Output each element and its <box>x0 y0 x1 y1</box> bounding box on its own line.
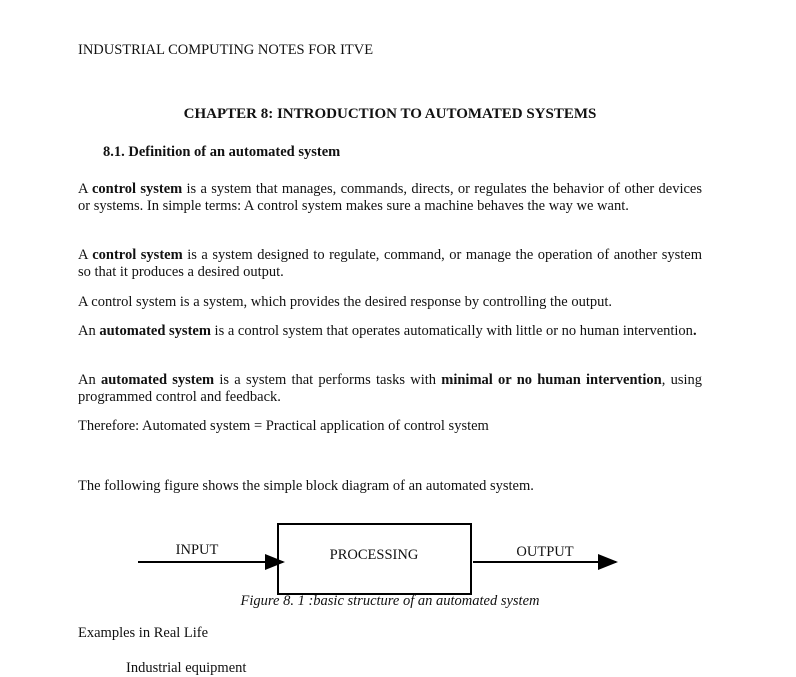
input-label: INPUT <box>175 542 219 558</box>
figure-caption: Figure 8. 1 :basic structure of an automated system <box>240 593 540 609</box>
text-run: An <box>78 372 101 388</box>
paragraph-figure-intro: The following figure shows the simple block diagram of an automated system. <box>78 478 534 494</box>
text-run: is a system that manages, commands, directs, or regulates the behavior of other devices or systems. In simple terms: A control system makes sure a machine behaves the way we want. <box>78 181 702 214</box>
text-run: A <box>78 247 93 263</box>
paragraph-therefore: Therefore: Automated system = Practical application of control system <box>78 418 489 434</box>
output-label: OUTPUT <box>516 544 574 560</box>
text-run: is a system that performs tasks with <box>214 372 442 388</box>
page-header: INDUSTRIAL COMPUTING NOTES FOR ITVE <box>78 42 374 58</box>
bold-period: . <box>692 323 697 339</box>
list-item-cutoff: Industrial equipment <box>126 660 247 676</box>
text-run: , using programmed control and feedback. <box>78 372 702 405</box>
bold-term: automated system <box>99 323 211 339</box>
section-title: 8.1. Definition of an automated system <box>103 144 341 160</box>
chapter-title: CHAPTER 8: INTRODUCTION TO AUTOMATED SYSTEMS <box>183 106 597 122</box>
bold-term: control system <box>91 181 183 197</box>
bold-term: control system <box>92 247 183 263</box>
text-run: is a control system that operates automatically with little or no human intervention <box>210 323 693 339</box>
text-run: An <box>78 323 100 339</box>
examples-heading: Examples in Real Life <box>78 625 209 641</box>
text-run: is a system designed to regulate, command, or manage the operation of another system so that it produces a desired output. <box>78 247 702 280</box>
bold-term: minimal or no human intervention <box>441 372 662 388</box>
bold-term: automated system <box>100 372 215 388</box>
text-run: A <box>78 181 92 197</box>
processing-label: PROCESSING <box>329 547 419 563</box>
paragraph-control-system-definition-3: A control system is a system, which provides the desired response by controlling the output. <box>78 294 613 310</box>
